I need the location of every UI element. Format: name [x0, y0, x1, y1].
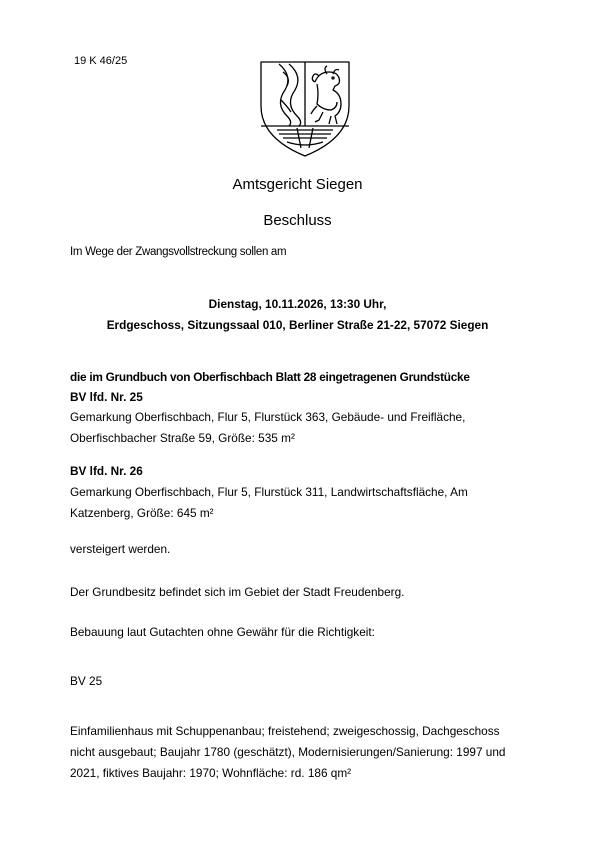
parcel-heading: BV lfd. Nr. 25 [70, 390, 143, 404]
parcel-heading: BV lfd. Nr. 26 [70, 464, 143, 478]
case-number: 19 K 46/25 [74, 55, 128, 67]
auction-text: versteigert werden. [70, 542, 171, 556]
parcel-description [70, 482, 530, 524]
parcel-description-line: Gemarkung Oberfischbach, Flur 5, Flurstück 363, Gebäude- und Freifläche, [70, 410, 466, 424]
appointment-venue: Erdgeschoss, Sitzungssaal 010, Berliner Straße 21-22, 57072 Siegen [106, 318, 489, 332]
intro-text: Im Wege der Zwangsvollstreckung sollen am [70, 246, 287, 258]
coat-of-arms-logo [257, 54, 353, 158]
appointment-date-time: Dienstag, 10.11.2026, 13:30 Uhr, [208, 297, 387, 311]
decision-title: Beschluss [263, 212, 332, 229]
house-description: Einfamilienhaus mit Schuppenanbau; freistehend; zweigeschossig, Dachgeschoss nicht ausgebaut; Baujahr 1780 (geschätzt), Modernisierungen/Sanierung: 1997 und 2021, fiktives Baujahr: 1970; Wohnfläche: rd. 186 qm² [70, 724, 506, 780]
parcel-description [70, 407, 530, 449]
bv-label: BV 25 [70, 674, 103, 688]
parcel-description-line: Oberfischbacher Straße 59, Größe: 535 m² [70, 431, 295, 445]
location-text: Der Grundbesitz befindet sich im Gebiet der Stadt Freudenberg. [70, 585, 405, 599]
parcel-description-line: Gemarkung Oberfischbach, Flur 5, Flurstück 311, Landwirtschaftsfläche, Am [70, 485, 468, 499]
land-register-text: die im Grundbuch von Oberfischbach Blatt 28 eingetragenen Grundstücke [70, 370, 470, 384]
building-intro-text: Bebauung laut Gutachten ohne Gewähr für die Richtigkeit: [70, 625, 375, 639]
parcel-description-line: Katzenberg, Größe: 645 m² [70, 506, 214, 520]
court-name: Amtsgericht Siegen [232, 176, 363, 193]
